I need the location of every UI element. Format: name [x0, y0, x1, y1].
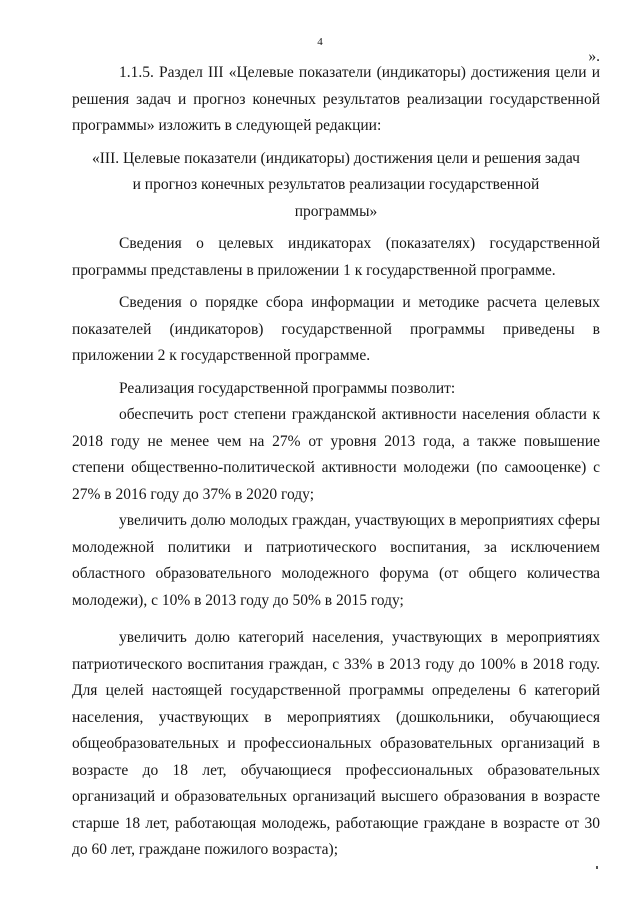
paragraph-patriotic-categories: увеличить долю категорий населения, участвующих в мероприятиях патриотического воспитания граждан, с 33% в 2013 году до 100% в 2018 году. Для целей настоящей государственной программы определены 6 категорий населения, участвующих в мероприятиях (дошкольники, обучающиеся общеобразовательных и профессиональных образовательных организаций в возрасте до 18 лет, обучающиеся профессиональных образовательных организаций и образовательных организаций высшего образования в возрасте старше 18 лет, работающая молодежь, работающие граждане в возрасте от 30 до 60 лет, граждане пожилого возраста); [72, 629, 600, 858]
paragraph-methodology-info: Сведения о порядке сбора информации и методике расчета целевых показателей (индикаторов) государственной программы приведены в приложении 2 к государственной программе. [72, 294, 600, 364]
section-title: «III. Целевые показатели (индикаторы) достижения цели и решения задач и прогноз конечных результатов реализации государственной программы» [92, 149, 580, 220]
paragraph-indicators-info: Сведения о целевых индикаторах (показателях) государственной программы представлены в приложении 1 к государственной программе. [72, 235, 600, 279]
scan-mark [596, 866, 598, 869]
paragraph-youth-share: увеличить долю молодых граждан, участвующих в мероприятиях сферы молодежной политики и патриотического воспитания, за исключением областного образовательного молодежного форума (от общего количества молодежи), с 10% в 2013 году до 50% в 2015 году; [72, 512, 600, 609]
previous-text-ending: ». [588, 48, 600, 65]
paragraph-civic-activity: обеспечить рост степени гражданской активности населения области к 2018 году не менее чем на 27% от уровня 2013 года, а также повышение степени общественно-политической активности молодежи (по самооценке) с 27% в 2016 году до 37% в 2020 году; [72, 406, 600, 503]
paragraph-section-amendment: 1.1.5. Раздел III «Целевые показатели (индикаторы) достижения цели и решения задач и прогноз конечных результатов реализации государственной программы» изложить в следующей редакции: [72, 64, 600, 134]
paragraph-program-allows: Реализация государственной программы позволит: [119, 379, 456, 397]
page-number: 4 [317, 36, 323, 48]
document-body [72, 60, 600, 864]
